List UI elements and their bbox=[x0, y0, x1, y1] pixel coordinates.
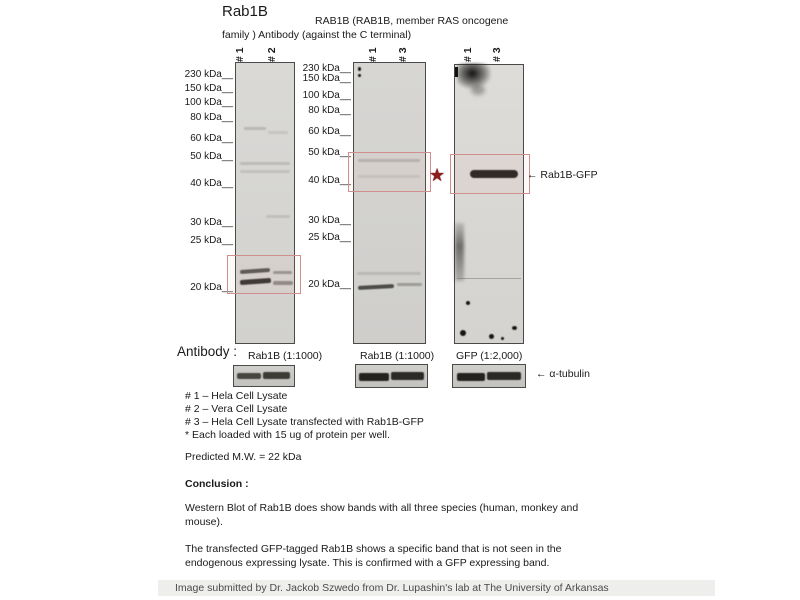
tubulin-band bbox=[263, 372, 290, 379]
blot-speck bbox=[460, 330, 466, 336]
conclusion-p1-line1: Western Blot of Rab1B does show bands with all three species (human, monkey and bbox=[185, 502, 579, 514]
protein-band bbox=[240, 162, 290, 165]
tubulin-band bbox=[487, 372, 521, 380]
mw-label: 60 kDa__ bbox=[190, 133, 233, 144]
mw-label: 20 kDa__ bbox=[308, 279, 351, 290]
protein-band bbox=[358, 284, 394, 290]
mw-label: 100 kDa__ bbox=[184, 97, 233, 108]
antibody-row-label: Antibody : bbox=[177, 344, 238, 359]
antibody-name-panel1: Rab1B (1:1000) bbox=[248, 350, 323, 362]
highlight-box bbox=[227, 255, 301, 294]
protein-band bbox=[397, 283, 422, 286]
antibody-subtitle-line1: RAB1B (RAB1B, member RAS oncogene bbox=[315, 15, 509, 27]
mw-label: 150 kDa__ bbox=[184, 83, 233, 94]
mw-label: 25 kDa__ bbox=[308, 232, 351, 243]
mw-label: 230 kDa__ bbox=[302, 63, 351, 74]
mw-label: 40 kDa__ bbox=[308, 175, 351, 186]
protein-band bbox=[268, 131, 288, 134]
tubulin-band bbox=[237, 373, 261, 379]
antibody-name-panel3: GFP (1:2,000) bbox=[456, 350, 523, 362]
lane-label: # 1 bbox=[234, 47, 246, 62]
mw-label: 150 kDa__ bbox=[302, 73, 351, 84]
legend-line-4: * Each loaded with 15 ug of protein per well. bbox=[185, 429, 390, 441]
antibody-name-panel2: Rab1B (1:1000) bbox=[360, 350, 435, 362]
tubulin-strip-2 bbox=[355, 364, 428, 388]
blot-smudge bbox=[471, 85, 485, 95]
lane-label: # 2 bbox=[266, 47, 278, 62]
mw-label: 20 kDa__ bbox=[190, 282, 233, 293]
tubulin-band bbox=[391, 372, 424, 380]
mw-label: 30 kDa__ bbox=[190, 217, 233, 228]
legend-line-2: # 2 – Vera Cell Lysate bbox=[185, 403, 288, 415]
mw-label: 50 kDa__ bbox=[308, 147, 351, 158]
conclusion-heading: Conclusion : bbox=[185, 478, 249, 490]
conclusion-p2-line1: The transfected GFP-tagged Rab1B shows a specific band that is not seen in the bbox=[185, 543, 562, 555]
blot-panel-3 bbox=[454, 64, 524, 344]
blot-speck bbox=[512, 326, 517, 330]
mw-label: 80 kDa__ bbox=[308, 105, 351, 116]
blot-speck bbox=[466, 301, 470, 305]
alpha-tubulin-arrow-label: ← α-tubulin bbox=[536, 368, 590, 380]
conclusion-paragraph-1 bbox=[185, 502, 625, 529]
antibody-subtitle-line2: family ) Antibody (against the C terminal) bbox=[222, 29, 412, 41]
protein-band bbox=[357, 272, 421, 275]
star-marker: ★ bbox=[429, 165, 446, 185]
mw-label: 25 kDa__ bbox=[190, 235, 233, 246]
blot-speck bbox=[455, 67, 458, 77]
mw-label: 60 kDa__ bbox=[308, 126, 351, 137]
blot-line bbox=[457, 278, 521, 279]
blot-speck bbox=[358, 74, 361, 77]
blot-speck bbox=[489, 334, 494, 339]
blot-speck bbox=[358, 67, 361, 71]
legend-line-1: # 1 – Hela Cell Lysate bbox=[185, 390, 288, 402]
tubulin-band bbox=[359, 373, 389, 381]
blot-panel-1 bbox=[235, 62, 295, 344]
lane-label: # 1 bbox=[462, 47, 474, 62]
protein-band bbox=[240, 170, 290, 173]
tubulin-band bbox=[457, 373, 485, 381]
mw-label: 230 kDa__ bbox=[184, 69, 233, 80]
image-credit: Image submitted by Dr. Jackob Szwedo from Dr. Lupashin's lab at The University of Arkansas bbox=[158, 580, 715, 596]
mw-label: 40 kDa__ bbox=[190, 178, 233, 189]
conclusion-paragraph-2 bbox=[185, 543, 625, 570]
legend-line-3: # 3 – Hela Cell Lysate transfected with Rab1B-GFP bbox=[185, 416, 424, 428]
highlight-box bbox=[450, 154, 530, 194]
figure-title: Rab1B bbox=[222, 3, 268, 20]
lane-label: # 3 bbox=[491, 47, 503, 62]
blot-smudge bbox=[455, 223, 464, 281]
lane-label: # 3 bbox=[397, 47, 409, 62]
mw-label: 30 kDa__ bbox=[308, 215, 351, 226]
predicted-mw-text: Predicted M.W. = 22 kDa bbox=[185, 451, 302, 463]
blot-panel-2 bbox=[353, 62, 426, 344]
blot-speck bbox=[501, 337, 504, 340]
conclusion-p1-line2: mouse). bbox=[185, 515, 223, 528]
protein-band bbox=[266, 215, 290, 218]
mw-label: 50 kDa__ bbox=[190, 151, 233, 162]
mw-label: 100 kDa__ bbox=[302, 90, 351, 101]
lane-label: # 1 bbox=[367, 47, 379, 62]
tubulin-strip-1 bbox=[233, 365, 295, 387]
highlight-box bbox=[348, 152, 431, 192]
mw-label: 80 kDa__ bbox=[190, 112, 233, 123]
rab1b-gfp-arrow-label: ← Rab1B-GFP bbox=[527, 169, 598, 181]
tubulin-strip-3 bbox=[452, 364, 526, 388]
protein-band bbox=[244, 127, 266, 130]
conclusion-p2-line2: endogenous expressing lysate. This is confirmed with a GFP expressing band. bbox=[185, 556, 550, 569]
